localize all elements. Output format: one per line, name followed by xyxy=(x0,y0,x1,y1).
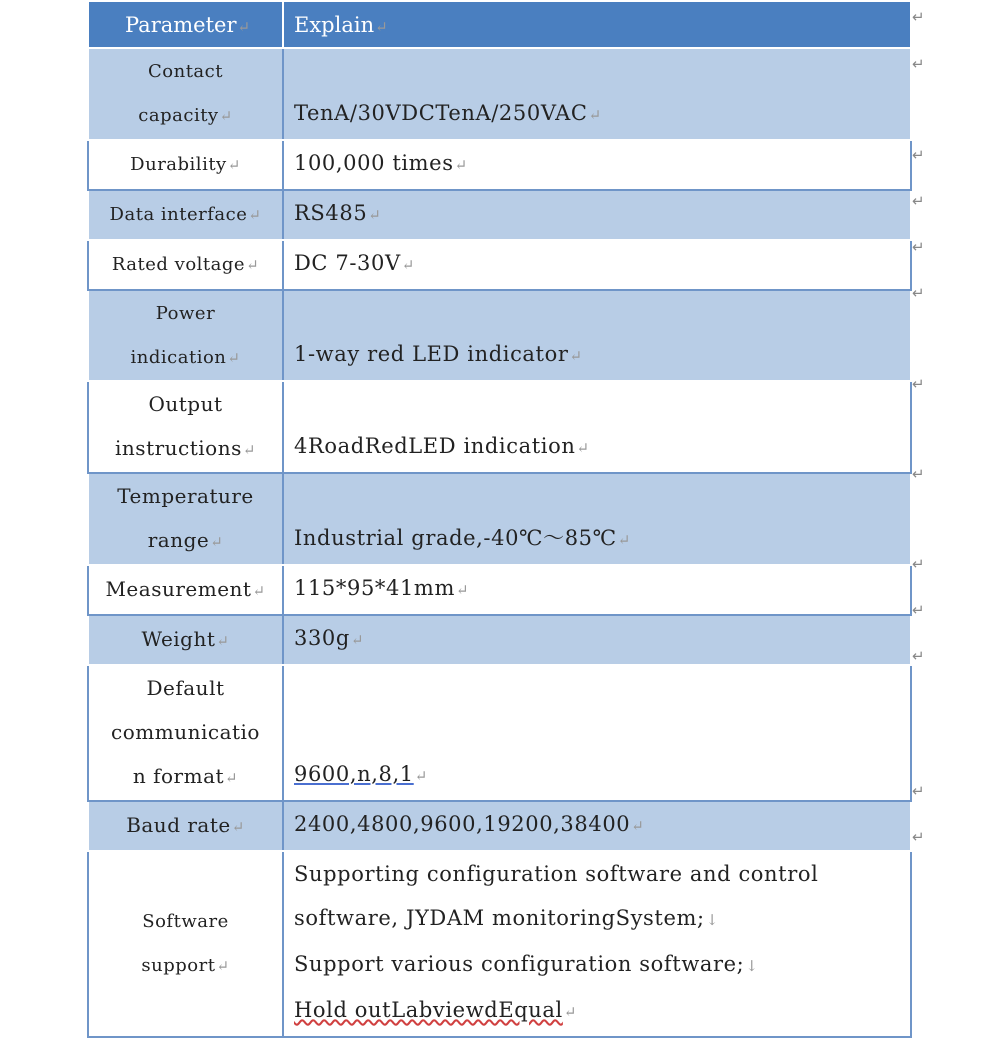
explain-cell: Industrial grade,-40℃～85℃↵ xyxy=(283,473,911,565)
spec-table xyxy=(87,0,912,1038)
explain-cell: RS485↵ xyxy=(283,190,911,240)
param-cell: Default communicatio n format↵ xyxy=(88,665,283,801)
row-end-mark-icon: ↵ xyxy=(912,284,925,302)
explain-cell: 1-way red LED indicator↵ xyxy=(283,290,911,381)
param-cell: Rated voltage↵ xyxy=(88,240,283,290)
row-end-mark-icon: ↵ xyxy=(912,828,925,846)
param-cell: Measurement↵ xyxy=(88,565,283,615)
paragraph-mark-icon: ↵ xyxy=(375,17,388,36)
explain-cell: 330g↵ xyxy=(283,615,911,665)
table-row xyxy=(88,473,911,565)
table-header-row xyxy=(88,1,911,48)
param-cell: Baud rate↵ xyxy=(88,801,283,851)
table-row xyxy=(88,801,911,851)
param-cell: Software support↵ xyxy=(88,851,283,1037)
row-end-mark-icon: ↵ xyxy=(912,55,925,73)
row-end-mark-icon: ↵ xyxy=(912,192,925,210)
explain-cell: 9600,n,8,1↵ xyxy=(283,665,911,801)
header-explain: Explain↵ xyxy=(283,1,911,48)
param-cell: Weight↵ xyxy=(88,615,283,665)
table-row xyxy=(88,48,911,140)
explain-cell: 100,000 times↵ xyxy=(283,140,911,190)
explain-cell: TenA/30VDCTenA/250VAC↵ xyxy=(283,48,911,140)
table-row xyxy=(88,851,911,1037)
row-end-mark-icon: ↵ xyxy=(912,555,925,573)
explain-cell: DC 7-30V↵ xyxy=(283,240,911,290)
table-row xyxy=(88,565,911,615)
row-end-mark-icon: ↵ xyxy=(912,146,925,164)
param-cell: Durability↵ xyxy=(88,140,283,190)
header-parameter: Parameter↵ xyxy=(88,1,283,48)
explain-cell: 2400,4800,9600,19200,38400↵ xyxy=(283,801,911,851)
paragraph-mark-icon: ↵ xyxy=(237,17,251,36)
row-end-mark-icon: ↵ xyxy=(912,375,925,393)
row-end-mark-icon: ↵ xyxy=(912,238,925,256)
row-end-mark-icon: ↵ xyxy=(912,465,925,483)
row-end-mark-icon: ↵ xyxy=(912,601,925,619)
row-end-mark-icon: ↵ xyxy=(912,782,925,800)
explain-cell: 115*95*41mm↵ xyxy=(283,565,911,615)
table-row xyxy=(88,240,911,290)
table-row xyxy=(88,290,911,381)
row-end-mark-icon: ↵ xyxy=(912,647,925,665)
row-end-mark-icon: ↵ xyxy=(912,8,925,26)
explain-cell: Supporting configuration software and control software, JYDAM monitoringSystem;↓ Support various configuration software;↓ Hold outLabviewdEqual↵ xyxy=(283,851,911,1037)
table-row xyxy=(88,381,911,473)
param-cell: Temperature range↵ xyxy=(88,473,283,565)
table-row xyxy=(88,190,911,240)
table-row xyxy=(88,140,911,190)
table-row xyxy=(88,665,911,801)
param-cell: Output instructions↵ xyxy=(88,381,283,473)
table-row xyxy=(88,615,911,665)
param-cell: Power indication↵ xyxy=(88,290,283,381)
param-cell: Contact capacity↵ xyxy=(88,48,283,140)
explain-cell: 4RoadRedLED indication↵ xyxy=(283,381,911,473)
param-cell: Data interface↵ xyxy=(88,190,283,240)
